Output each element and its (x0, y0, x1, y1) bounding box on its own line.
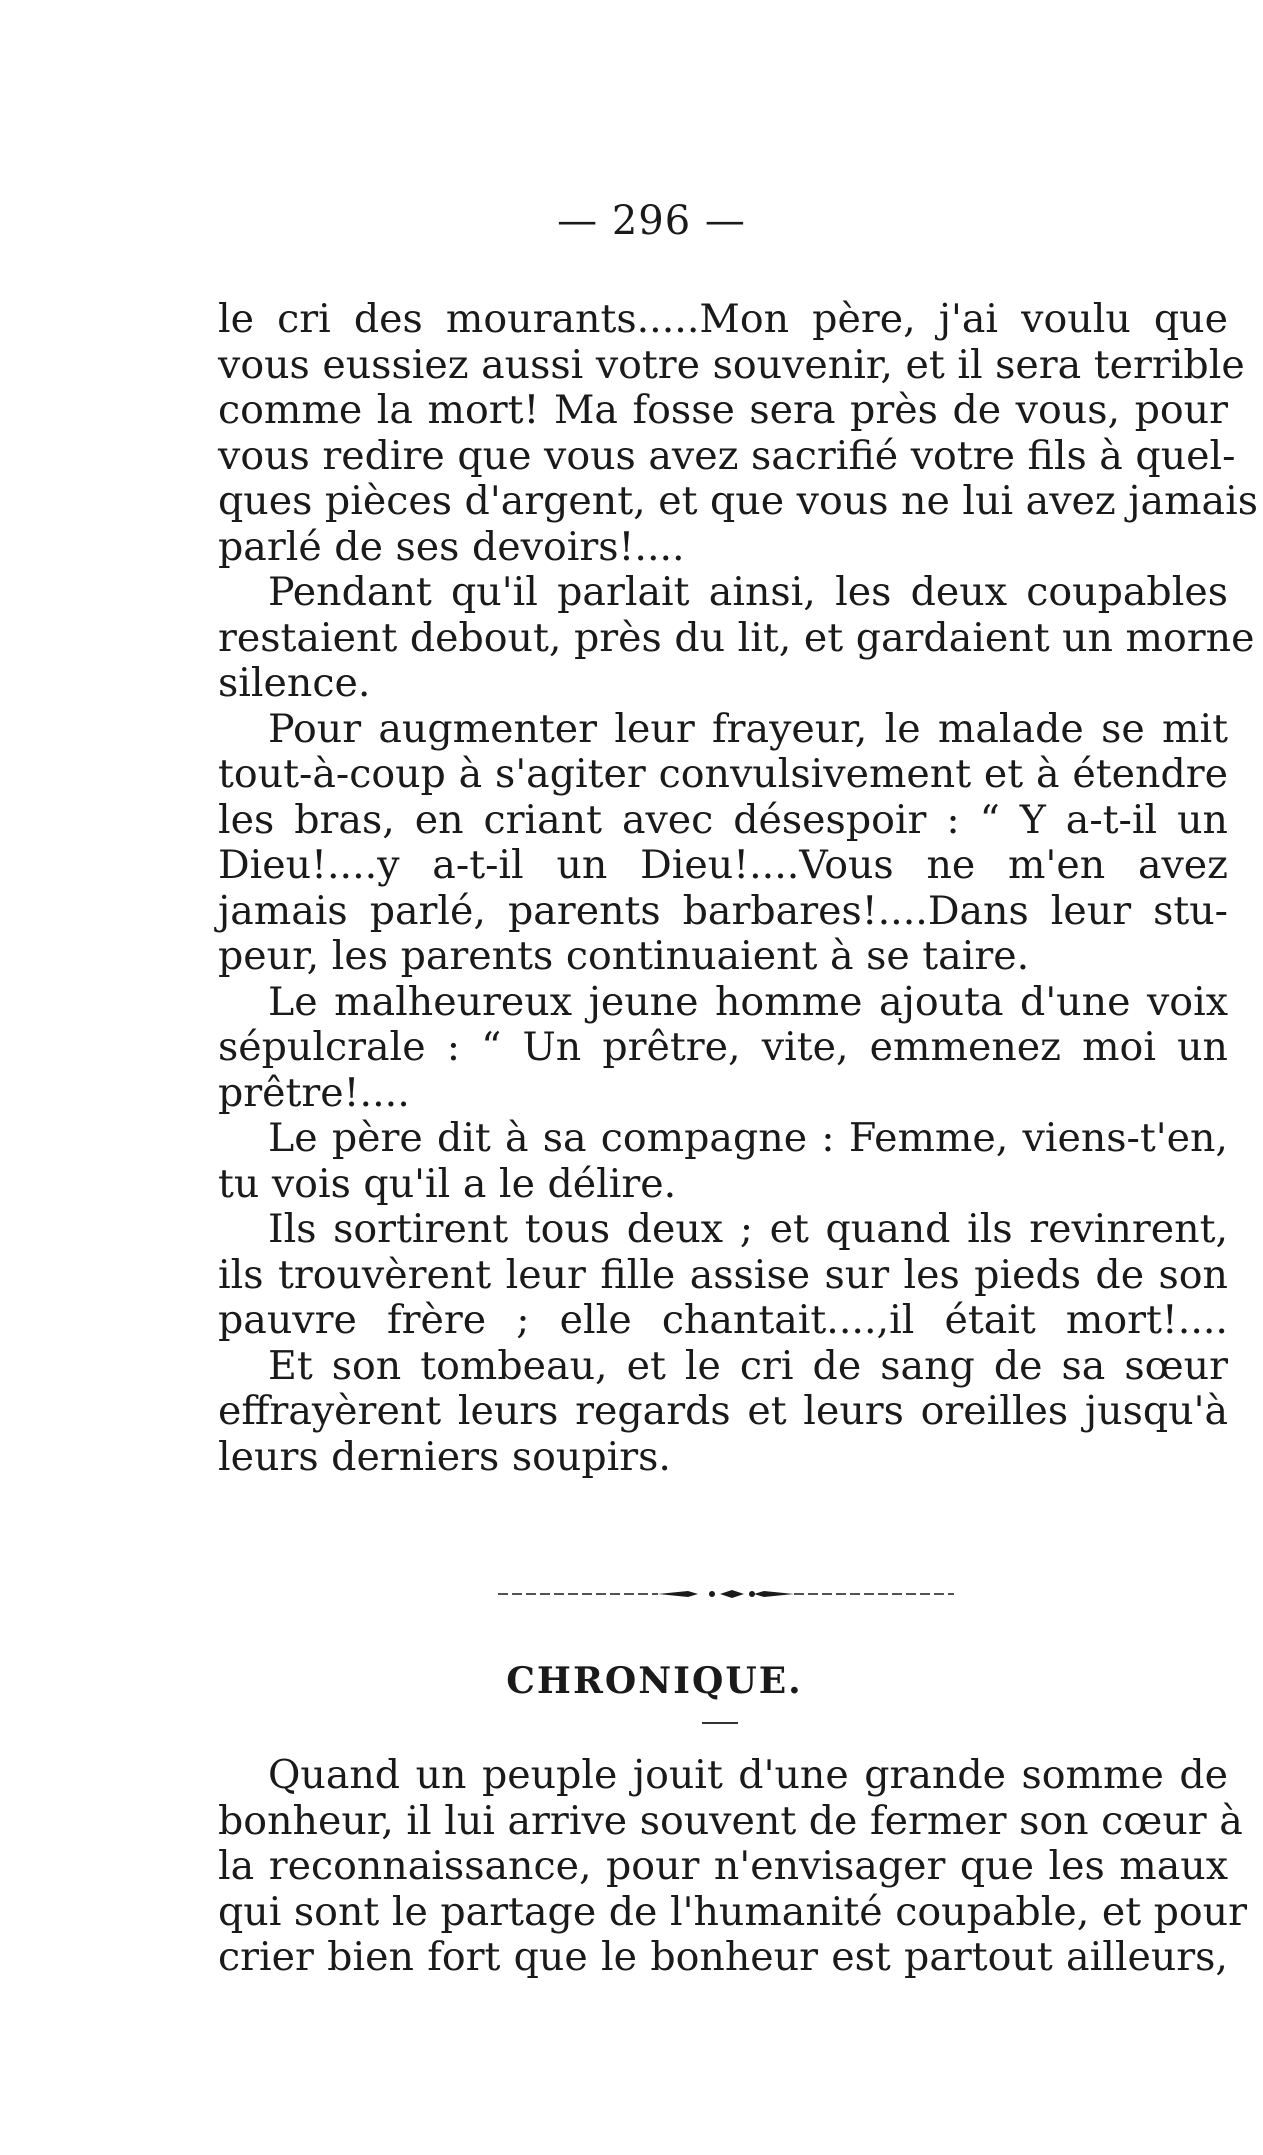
text-line: tu vois qu'il a le délire. (218, 1160, 677, 1207)
text-line: restaient debout, près du lit, et gardaient un morne (218, 614, 1255, 661)
section-heading: CHRONIQUE. (506, 1660, 803, 1702)
text-line: tout-à-coup à s'agiter convulsivement et à étendre (218, 751, 1228, 797)
section-divider-ornament (498, 1586, 954, 1602)
text-line: effrayèrent leurs regards et leurs oreilles jusqu'à (218, 1388, 1228, 1434)
text-line: Et son tombeau, et le cri de sang de sa sœur (268, 1342, 1228, 1389)
text-line: ques pièces d'argent, et que vous ne lui avez jamais (218, 478, 1258, 524)
text-line: jamais parlé, parents barbares!....Dans leur stu- (218, 887, 1228, 934)
text-line: vous eussiez aussi votre souvenir, et il sera terrible (218, 341, 1245, 388)
chronique-text (218, 1752, 1248, 1981)
text-line: Quand un peuple jouit d'une grande somme de (268, 1752, 1228, 1798)
text-line: parlé de ses devoirs!.... (218, 523, 685, 570)
text-line: prêtre!.... (218, 1069, 410, 1116)
text-line: Le malheureux jeune homme ajouta d'une voix (268, 978, 1228, 1025)
text-line: le cri des mourants.....Mon père, j'ai voulu que (218, 296, 1228, 342)
page-number: — 296 — (557, 198, 746, 244)
text-line: sépulcrale : “ Un prêtre, vite, emmenez moi un (218, 1024, 1228, 1070)
text-line: comme la mort! Ma fosse sera près de vous, pour (218, 387, 1228, 433)
text-line: silence. (218, 660, 371, 706)
text-line: Dieu!....y a-t-il un Dieu!....Vous ne m'en avez (218, 842, 1228, 888)
text-line: leurs derniers soupirs. (218, 1433, 671, 1480)
text-line: ils trouvèrent leur fille assise sur les pieds de son (218, 1251, 1228, 1298)
text-line: bonheur, il lui arrive souvent de fermer son cœur à (218, 1797, 1243, 1844)
text-line: pauvre frère ; elle chantait....,il était mort!.... (218, 1297, 1228, 1343)
text-line: Pour augmenter leur frayeur, le malade se mit (268, 705, 1228, 752)
text-line: qui sont le partage de l'humanité coupable, et pour (218, 1888, 1248, 1935)
text-line: Pendant qu'il parlait ainsi, les deux coupables (268, 569, 1228, 615)
text-line: peur, les parents continuaient à se taire. (218, 933, 1030, 979)
body-text (218, 296, 1258, 1480)
text-line: les bras, en criant avec désespoir : “ Y a-t-il un (218, 796, 1228, 843)
text-line: vous redire que vous avez sacrifié votre fils à quel- (218, 432, 1236, 479)
text-line: crier bien fort que le bonheur est partout ailleurs, (218, 1934, 1228, 1980)
text-line: la reconnaissance, pour n'envisager que les maux (218, 1843, 1228, 1889)
text-line: Le père dit à sa compagne : Femme, viens-t'en, (268, 1115, 1228, 1161)
text-line: Ils sortirent tous deux ; et quand ils revinrent, (268, 1206, 1228, 1252)
heading-underline (702, 1722, 738, 1724)
